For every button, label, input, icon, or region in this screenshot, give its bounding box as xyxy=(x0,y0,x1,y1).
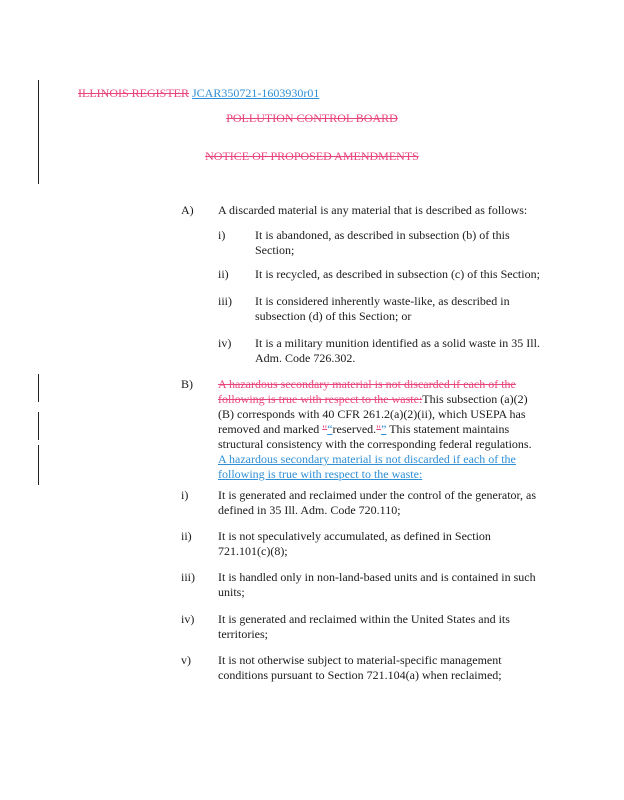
board-title: POLLUTION CONTROL BOARD xyxy=(226,111,398,125)
quote-close-deleted: " xyxy=(376,422,382,436)
quote-deleted: " xyxy=(322,422,328,436)
list-item-text: It is abandoned, as described in subsection (b) of this Section; xyxy=(255,228,510,257)
list-item-label: iii) xyxy=(181,570,195,584)
register-deleted: ILLINOIS REGISTER xyxy=(78,86,189,100)
list-item-text: It is generated and reclaimed under the control of the generator, as defined in 35 Ill. Adm. Code 720.110; xyxy=(218,488,537,517)
change-bar xyxy=(38,374,39,402)
section-b-label: B) xyxy=(181,377,193,391)
list-item-label: i) xyxy=(218,228,226,242)
list-item-label: iv) xyxy=(218,336,232,350)
section-b-body-1: This subsection (a)(2)(B) corresponds with 40 CFR 261.2(a)(2)(ii), which USEPA has removed and marked xyxy=(218,392,528,436)
section-b-deleted-text: A hazardous secondary material is not discarded if each of the following is true with respect to the waste: xyxy=(218,377,516,406)
register-header xyxy=(78,86,319,101)
list-item-text: It is generated and reclaimed within the United States and its territories; xyxy=(218,612,510,641)
reserved-text: reserved. xyxy=(332,422,377,436)
list-item-text: It is a military munition identified as a solid waste in 35 Ill. Adm. Code 726.302. xyxy=(255,336,540,365)
change-bar xyxy=(38,445,39,485)
section-b-inserted-text: A hazardous secondary material is not discarded if each of the following is true with respect to the waste: xyxy=(218,452,516,481)
section-a-intro: A discarded material is any material that is described as follows: xyxy=(218,203,528,217)
section-b-body-2: This statement maintains structural consistency with the corresponding federal regulations. xyxy=(218,422,532,451)
list-item-label: i) xyxy=(181,488,189,502)
notice-title: NOTICE OF PROPOSED AMENDMENTS xyxy=(205,149,419,163)
section-b-paragraph xyxy=(218,377,540,482)
change-bar xyxy=(38,412,39,440)
quote-close-inserted: ” xyxy=(381,422,387,436)
quote-inserted: “ xyxy=(327,422,333,436)
change-bar xyxy=(38,80,39,184)
list-item-label: ii) xyxy=(218,267,229,281)
list-item-label: iv) xyxy=(181,612,195,626)
list-item-text: It is recycled, as described in subsection (c) of this Section; xyxy=(255,267,540,281)
list-item-label: iii) xyxy=(218,294,232,308)
list-item-text: It is handled only in non-land-based units and is contained in such units; xyxy=(218,570,536,599)
section-a-label: A) xyxy=(181,203,194,217)
list-item-text: It is not otherwise subject to material-specific management conditions pursuant to Section 721.104(a) when reclaimed; xyxy=(218,653,502,682)
register-inserted: JCAR350721-1603930r01 xyxy=(192,86,320,100)
list-item-text: It is not speculatively accumulated, as defined in Section 721.101(c)(8); xyxy=(218,529,491,558)
list-item-text: It is considered inherently waste-like, as described in subsection (d) of this Section; or xyxy=(255,294,510,323)
list-item-label: v) xyxy=(181,653,191,667)
list-item-label: ii) xyxy=(181,529,192,543)
